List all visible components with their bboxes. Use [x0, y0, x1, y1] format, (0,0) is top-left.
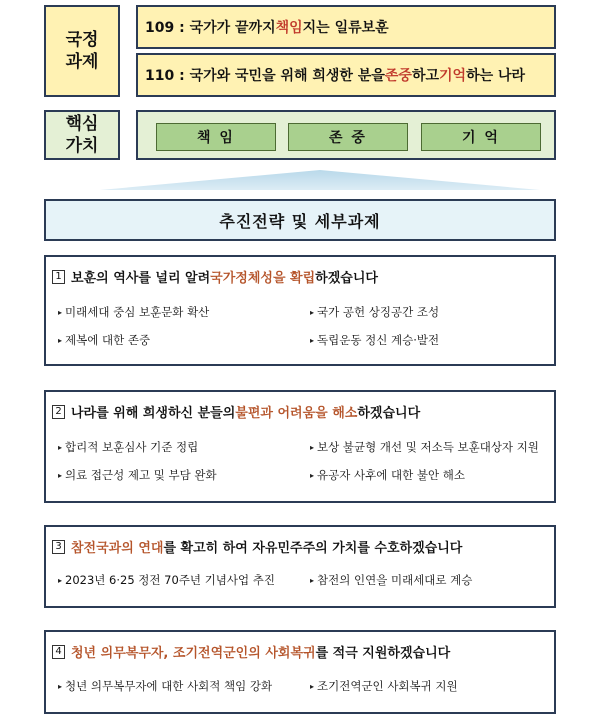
core-value-respect: 존 중: [288, 123, 408, 151]
section-1-item-2: ▸ 국가 공헌 상징공간 조성: [310, 305, 440, 319]
section-1-item-1: ▸ 미래세대 중심 보훈문화 확산: [58, 305, 210, 319]
task-109: [136, 5, 556, 49]
section-2-item-2: ▸ 보상 불균형 개선 및 저소득 보훈대상자 지원: [310, 440, 539, 454]
section-1-heading: [52, 267, 378, 286]
section-1-item-4: ▸ 독립운동 정신 계승·발전: [310, 333, 440, 347]
section-2-text-pre: 나라를 위해 희생하신 분들의: [71, 406, 236, 421]
section-4-highlight: 청년 의무복무자, 조기전역군인의 사회복귀: [71, 646, 316, 661]
section-3-number: 3: [52, 540, 65, 554]
core-values-frame: [136, 110, 556, 160]
section-1-text-post: 하겠습니다: [315, 271, 378, 286]
section-3-heading: [52, 537, 462, 556]
section-2-text-post: 하겠습니다: [357, 406, 421, 421]
core-value-responsibility: 책 임: [156, 123, 276, 151]
section-4: [44, 630, 556, 714]
national-tasks-label: [44, 5, 120, 97]
section-2-highlight: 불편과 어려움을 해소: [235, 406, 358, 421]
section-1-highlight: 국가정체성을 확립: [210, 271, 316, 286]
section-1-item-3: ▸ 제복에 대한 존중: [58, 333, 151, 347]
task-110-text-post: 하는 나라: [466, 68, 526, 84]
national-tasks-label-line2: 과제: [65, 52, 99, 72]
section-4-text-post: 를 적극 지원하겠습니다: [315, 646, 451, 661]
section-3-item-1: ▸ 2023년 6·25 정전 70주년 기념사업 추진: [58, 573, 275, 587]
section-1-text-pre: 보훈의 역사를 널리 알려: [71, 271, 211, 286]
section-1-number: 1: [52, 270, 65, 284]
section-4-heading: [52, 642, 450, 661]
strategy-title: 추진전략 및 세부과제: [44, 199, 556, 241]
section-2-heading: [52, 402, 420, 421]
section-2-item-4: ▸ 유공자 사후에 대한 불안 해소: [310, 468, 465, 482]
national-tasks-label-line1: 국정: [65, 30, 99, 50]
task-109-highlight: 책임: [275, 20, 303, 36]
section-4-number: 4: [52, 645, 65, 659]
section-2: [44, 390, 556, 503]
section-4-item-1: ▸ 청년 의무복무자에 대한 사회적 책임 강화: [58, 679, 273, 693]
section-3-highlight: 참전국과의 연대: [71, 541, 164, 556]
section-2-item-1: ▸ 합리적 보훈심사 기준 정립: [58, 440, 199, 454]
task-109-text-pre: 109 : 국가가 끝까지: [145, 20, 276, 36]
wedge-decoration: [100, 168, 540, 192]
task-110-highlight-memory: 기억: [439, 68, 467, 84]
section-3-text-post: 를 확고히 하여 자유민주주의 가치를 수호하겠습니다: [163, 541, 463, 556]
section-1: [44, 255, 556, 366]
task-110-text-pre: 110 : 국가와 국민을 위해 희생한 분을: [145, 68, 385, 84]
core-value-memory: 기 억: [421, 123, 541, 151]
section-4-item-2: ▸ 조기전역군인 사회복귀 지원: [310, 679, 458, 693]
core-values-label-line1: 핵심: [65, 114, 99, 134]
task-110-text-mid: 하고: [411, 68, 440, 84]
core-values-label-line2: 가치: [65, 136, 99, 156]
task-109-text-post: 지는 일류보훈: [302, 20, 389, 36]
core-values-label: [44, 110, 120, 160]
section-2-number: 2: [52, 405, 65, 419]
section-3: [44, 525, 556, 608]
section-2-item-3: ▸ 의료 접근성 제고 및 부담 완화: [58, 468, 217, 482]
section-3-item-2: ▸ 참전의 인연을 미래세대로 계승: [310, 573, 473, 587]
task-110-highlight-respect: 존중: [384, 68, 412, 84]
task-110: [136, 53, 556, 97]
